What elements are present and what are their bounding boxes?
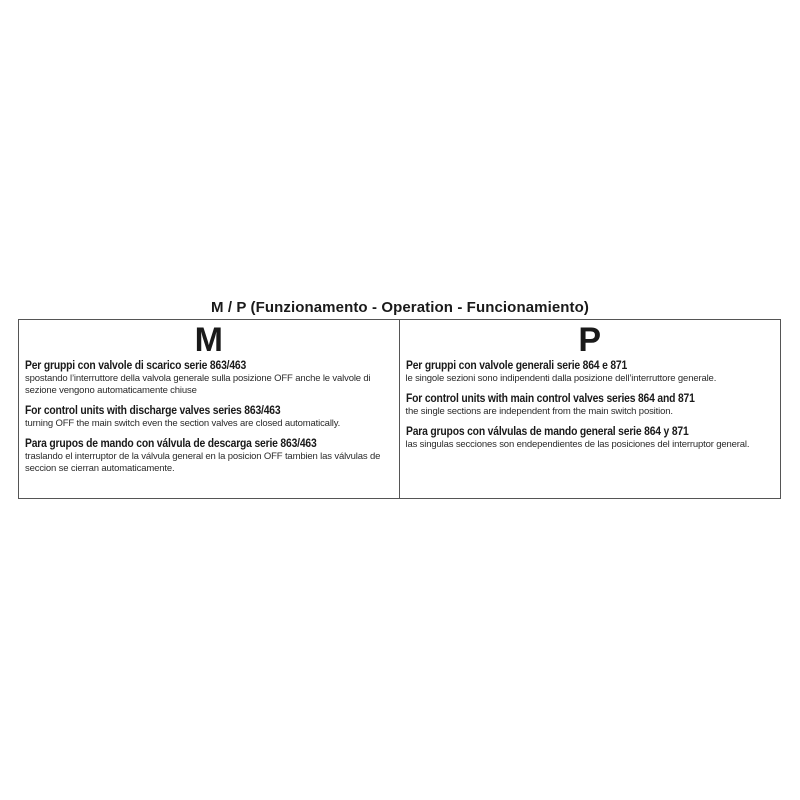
block-english — [406, 392, 775, 418]
block-text: spostando l’interruttore della valvola generale sulla posizione OFF anche le valvole di sezione vengono automaticamente chiuse — [25, 373, 371, 396]
block-text: las singulas secciones son endependientes de las posiciones del interruptor general. — [405, 439, 750, 450]
block-heading: For control units with main control valves series 864 and 871 — [405, 393, 695, 405]
block-text: le singole sezioni sono indipendenti dalla posizione dell’interruttore generale. — [405, 373, 717, 384]
operation-table — [18, 319, 781, 499]
block-heading: Per gruppi con valvole di scarico serie 863/463 — [25, 360, 247, 372]
block-text: turning OFF the main switch even the section valves are closed automatically. — [25, 418, 341, 429]
block-spanish — [406, 425, 775, 451]
column-p — [400, 320, 781, 498]
block-heading: For control units with discharge valves series 863/463 — [25, 405, 281, 417]
column-m — [19, 320, 400, 498]
document-title: M / P (Funzionamento - Operation - Funcionamiento) — [210, 299, 590, 316]
block-text: the single sections are independent from the main switch position. — [405, 406, 673, 417]
block-heading: Para grupos con válvulas de mando general serie 864 y 871 — [405, 426, 689, 438]
mode-letter-m: M — [194, 321, 223, 359]
mode-letter-p: P — [578, 321, 602, 359]
block-heading: Para grupos de mando con válvula de descarga serie 863/463 — [25, 438, 317, 450]
block-spanish — [25, 437, 393, 475]
block-heading: Per gruppi con valvole generali serie 864 e 871 — [405, 360, 627, 372]
block-italian — [406, 359, 775, 385]
block-text: traslando el interruptor de la válvula general en la posicion OFF tambien las válvulas de seccion se cierran automaticamente. — [25, 451, 381, 474]
block-english — [25, 404, 393, 430]
block-italian — [25, 359, 393, 397]
